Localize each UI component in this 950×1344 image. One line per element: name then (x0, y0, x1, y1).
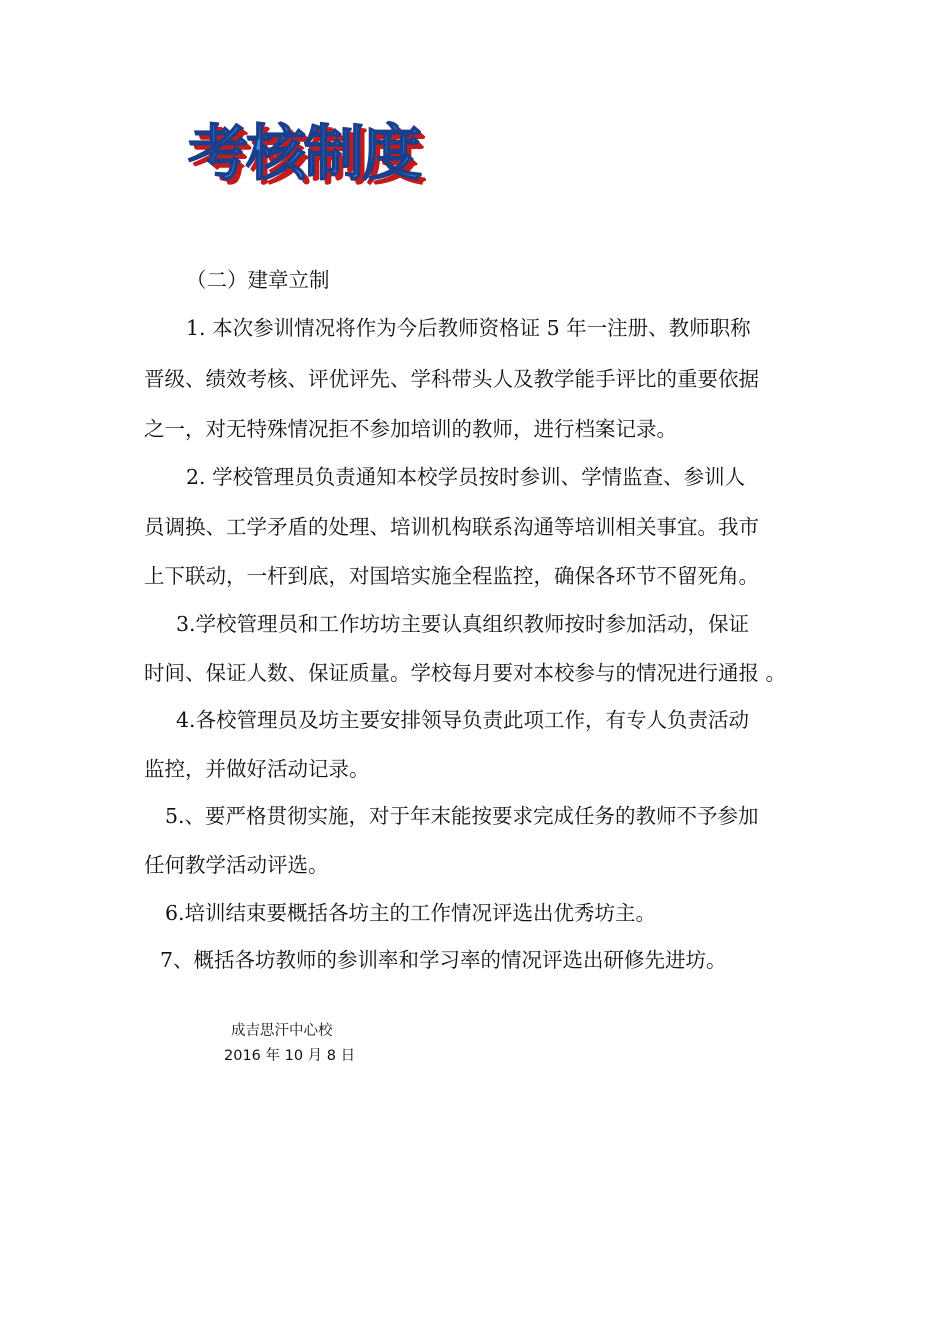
paragraph-1-line-3: 之一，对无特殊情况拒不参加培训的教师，进行档案记录。 (144, 417, 677, 441)
signature-date: 2016 年 10 月 8 日 (224, 1048, 356, 1064)
paragraph-2-line-2: 员调换、工学矛盾的处理、培训机构联系沟通等培训相关事宜。我市 (144, 515, 759, 539)
paragraph-7-line-1: 7、概括各坊教师的参训率和学习率的情况评选出研修先进坊。 (160, 948, 727, 972)
document-title: 考核制度 (188, 119, 420, 189)
paragraph-1-line-2: 晋级、绩效考核、评优评先、学科带头人及教学能手评比的重要依据 (144, 367, 759, 391)
signature-organization: 成吉思汗中心校 (231, 1023, 333, 1039)
paragraph-3-line-2: 时间、保证人数、保证质量。学校每月要对本校参与的情况进行通报 。 (144, 661, 787, 685)
paragraph-2-line-1: 2. 学校管理员负责通知本校学员按时参训、学情监查、参训人 (186, 465, 746, 489)
paragraph-5-line-2: 任何教学活动评选。 (144, 853, 329, 877)
paragraph-2-line-3: 上下联动，一杆到底，对国培实施全程监控，确保各环节不留死角。 (144, 564, 759, 588)
paragraph-1-line-1: 1. 本次参训情况将作为今后教师资格证 5 年一注册、教师职称 (186, 316, 751, 340)
paragraph-6-line-1: 6.培训结束要概括各坊主的工作情况评选出优秀坊主。 (165, 901, 657, 925)
paragraph-4-line-2: 监控，并做好活动记录。 (144, 757, 370, 781)
section-heading: （二）建章立制 (186, 268, 330, 292)
paragraph-3-line-1: 3.学校管理员和工作坊坊主要认真组织教师按时参加活动，保证 (176, 612, 750, 636)
paragraph-4-line-1: 4.各校管理员及坊主要安排领导负责此项工作，有专人负责活动 (176, 708, 750, 732)
paragraph-5-line-1: 5.、要严格贯彻实施，对于年末能按要求完成任务的教师不予参加 (165, 804, 759, 828)
